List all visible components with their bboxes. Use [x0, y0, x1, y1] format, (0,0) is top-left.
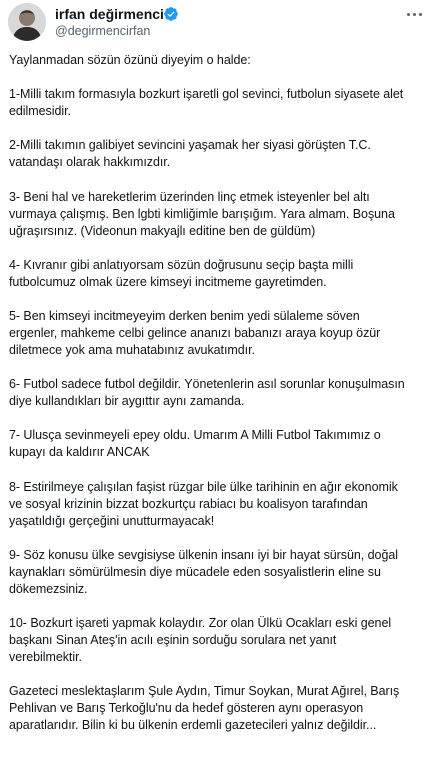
- tweet-text-line: 9- Söz konusu ülke sevgisiyse ülkenin insanı iyi bir hayat sürsün, doğal: [9, 547, 398, 562]
- tweet-text-line: 3- Beni hal ve hareketlerim üzerinden linç etmek isteyenler bel altı: [9, 189, 370, 204]
- tweet-paragraph: [9, 427, 425, 461]
- more-horizontal-icon[interactable]: [405, 8, 423, 20]
- tweet-text-line: uğraşırsınız. (Videonun makyajlı editine ben de güldüm): [9, 223, 316, 238]
- tweet-text-line: Gazeteci meslektaşlarım Şule Aydın, Timur Soykan, Murat Ağırel, Barış: [9, 684, 400, 699]
- tweet-text-line: vatandaşı olarak hakkımızdır.: [9, 155, 171, 170]
- tweet-text-line: yaşatıldığı gerçeğini unutturmayacak!: [9, 513, 215, 528]
- tweet-paragraph: [9, 376, 425, 410]
- avatar[interactable]: [8, 3, 46, 41]
- tweet-paragraph: [9, 479, 425, 530]
- tweet-text-line: diletmece yok ama muhatabınız avukatımdır.: [9, 342, 255, 357]
- tweet-paragraph: [9, 257, 425, 291]
- tweet-text: [9, 52, 425, 751]
- tweet-text-line: ve sosyal krizinin bizzat bozkurtçu rabiacı bu koalisyon tarafından: [9, 496, 368, 511]
- tweet-text-line: diye kullandıkları bir aygıttır aynı zamanda.: [9, 394, 245, 409]
- tweet-text-line: dökemezsiniz.: [9, 581, 88, 596]
- user-avatar-photo-icon: [8, 3, 46, 41]
- tweet-paragraph: [9, 137, 425, 171]
- tweet-text-line: kupayı da kaldırır ANCAK: [9, 445, 150, 460]
- tweet-text-line: futbolcumuz olmak üzere kimseyi incitmeme gayretimden.: [9, 274, 327, 289]
- display-name[interactable]: irfan değirmenci: [55, 6, 164, 22]
- tweet-text-line: ergenler, mahkeme celbi gelince ananızı babanızı araya koyup özür: [9, 325, 381, 340]
- tweet-paragraph: [9, 547, 425, 598]
- tweet-text-line: edilmesidir.: [9, 104, 71, 119]
- tweet-text-line: 8- Estirilmeye çalışılan faşist rüzgar bile ülke tarihinin en ağır ekonomik: [9, 479, 398, 494]
- tweet-text-line: Pehlivan ve Barış Terkoğlu'nu da hedef gösteren aynı operasyon: [9, 701, 364, 716]
- tweet-paragraph: [9, 189, 425, 240]
- verified-badge-icon: [163, 6, 179, 22]
- tweet-text-line: Yaylanmadan sözün özünü diyeyim o halde:: [9, 53, 251, 67]
- tweet-text-line: kaynakları sömürülmesin diye mücadele eden sosyalistlerin eline su: [9, 564, 381, 579]
- tweet-text-line: 1-Milli takım formasıyla bozkurt işaretli gol sevinci, futbolun siyasete alet: [9, 87, 404, 102]
- tweet-text-line: verebilmektir.: [9, 649, 82, 664]
- tweet-text-line: 2-Milli takımın galibiyet sevincini yaşamak her siyasi görüşten T.C.: [9, 138, 371, 153]
- tweet-text-line: başkanı Sinan Ateş'in acılı eşinin sorduğu sorulara net yanıt: [9, 632, 337, 647]
- tweet-text-line: 6- Futbol sadece futbol değildir. Yönetenlerin asıl sorunlar konuşulmasın: [9, 377, 405, 392]
- tweet-paragraph: [9, 308, 425, 359]
- tweet-paragraph: [9, 52, 425, 69]
- tweet-paragraph: [9, 683, 425, 734]
- tweet-paragraph: [9, 615, 425, 666]
- tweet-text-line: 5- Ben kimseyi incitmeyeyim derken benim yedi sülaleme söven: [9, 308, 360, 323]
- tweet-text-line: 10- Bozkurt işareti yapmak kolaydır. Zor olan Ülkü Ocakları eski genel: [9, 615, 392, 630]
- user-handle[interactable]: @degirmencirfan: [55, 24, 151, 38]
- tweet-text-line: 4- Kıvranır gibi anlatıyorsam sözün doğrusunu seçip başta milli: [9, 257, 354, 272]
- tweet-text-line: aparatlarıdır. Bilin ki bu ülkenin erdemli gazetecileri yalnız değildir...: [9, 718, 377, 733]
- tweet-paragraph: [9, 86, 425, 120]
- tweet-text-line: vurmaya çalışmış. Ben lgbti kimliğimle barışığım. Yara almam. Boşuna: [9, 206, 395, 221]
- tweet-header: [0, 0, 431, 44]
- tweet-text-line: 7- Ulusça sevinmeyeli epey oldu. Umarım A Milli Futbol Takımımız o: [9, 428, 381, 443]
